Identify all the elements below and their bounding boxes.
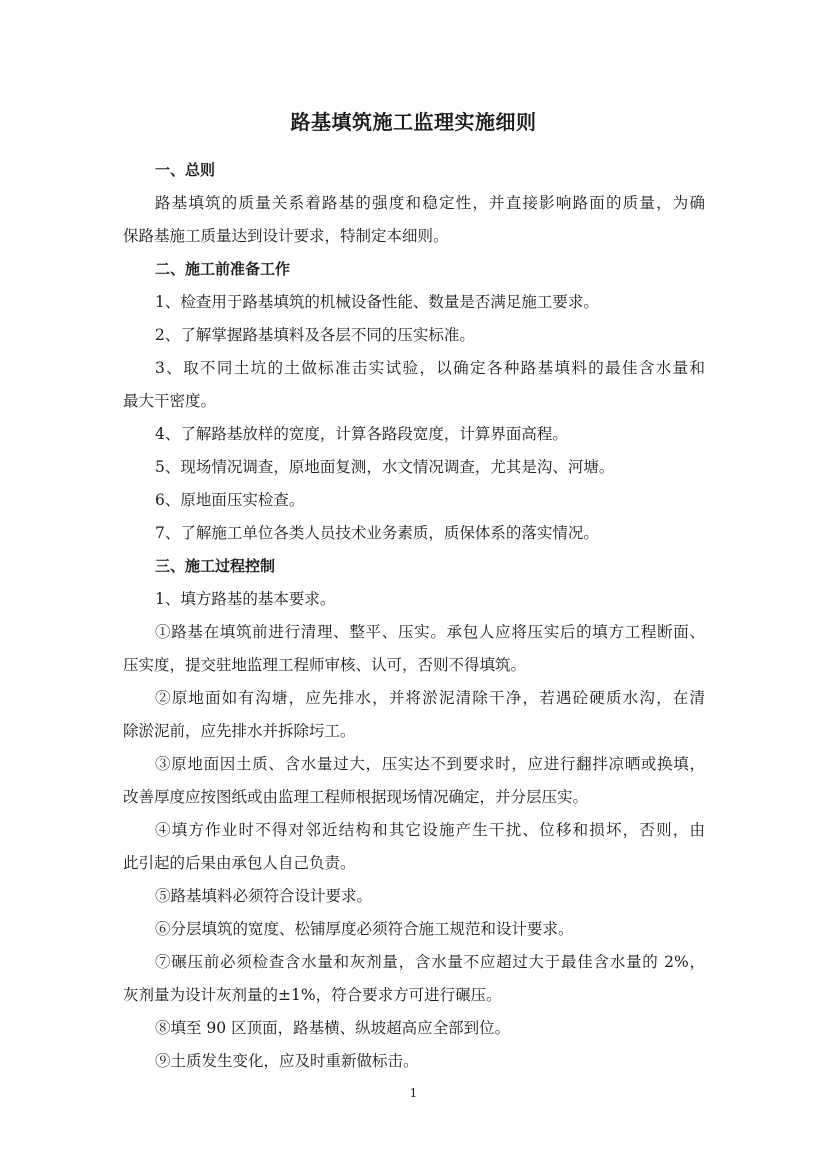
clause-item-continuation: 改善厚度应按图纸或由监理工程师根据现场情况确定，并分层压实。 [123,788,589,806]
list-item: 6、原地面压实检查。 [155,491,305,509]
list-item: 7、了解施工单位各类人员技术业务素质，质保体系的落实情况。 [155,524,599,542]
clause-item: ②原地面如有沟塘，应先排水，并将淤泥清除干净，若遇砼硬质水沟，在清 [155,689,705,707]
list-item: 4、了解路基放样的宽度，计算各路段宽度，计算界面高程。 [155,425,568,443]
section-heading-general: 一、总则 [155,161,216,179]
section-heading-process-control: 三、施工过程控制 [155,557,276,575]
clause-item: ④填方作业时不得对邻近结构和其它设施产生干扰、位移和损坏，否则，由 [155,821,705,839]
clause-item: ⑥分层填筑的宽度、松铺厚度必须符合施工规范和设计要求。 [155,920,574,938]
clause-item-continuation: 除淤泥前，应先排水并拆除圬工。 [123,722,356,740]
clause-item-continuation: 灰剂量为设计灰剂量的±1%，符合要求方可进行碾压。 [123,986,502,1004]
paragraph-line: 路基填筑的质量关系着路基的强度和稳定性，并直接影响路面的质量，为确 [155,194,705,212]
clause-item: ⑦碾压前必须检查含水量和灰剂量，含水量不应超过大于最佳含水量的 2%， [155,953,705,971]
section-heading-preparation: 二、施工前准备工作 [155,260,291,278]
clause-item: ⑨土质发生变化，应及时重新做标击。 [155,1052,419,1070]
clause-item-continuation: 压实度，提交驻地监理工程师审核、认可，否则不得填筑。 [123,656,527,674]
list-item: 3、取不同土坑的土做标准击实试验，以确定各种路基填料的最佳含水量和 [155,359,705,377]
clause-item: ⑤路基填料必须符合设计要求。 [155,887,373,905]
list-item: 2、了解掌握路基填料及各层不同的压实标准。 [155,326,475,344]
clause-item: ⑧填至 90 区顶面，路基横、纵坡超高应全部到位。 [155,1019,511,1037]
list-item: 5、现场情况调查，原地面复测，水文情况调查，尤其是沟、河塘。 [155,458,615,476]
page-number: 1 [409,1086,418,1100]
list-item: 1、检查用于路基填筑的机械设备性能、数量是否满足施工要求。 [155,293,599,311]
paragraph-line: 保路基施工质量达到设计要求，特制定本细则。 [123,227,449,245]
clause-item-continuation: 此引起的后果由承包人自己负责。 [123,854,356,872]
document-title: 路基填筑施工监理实施细则 [290,110,537,134]
clause-item: ③原地面因土质、含水量过大，压实达不到要求时，应进行翻拌凉晒或换填， [155,755,705,773]
list-item: 1、填方路基的基本要求。 [155,590,336,608]
list-item-continuation: 最大干密度。 [123,392,217,410]
clause-item: ①路基在填筑前进行清理、整平、压实。承包人应将压实后的填方工程断面、 [155,623,705,641]
